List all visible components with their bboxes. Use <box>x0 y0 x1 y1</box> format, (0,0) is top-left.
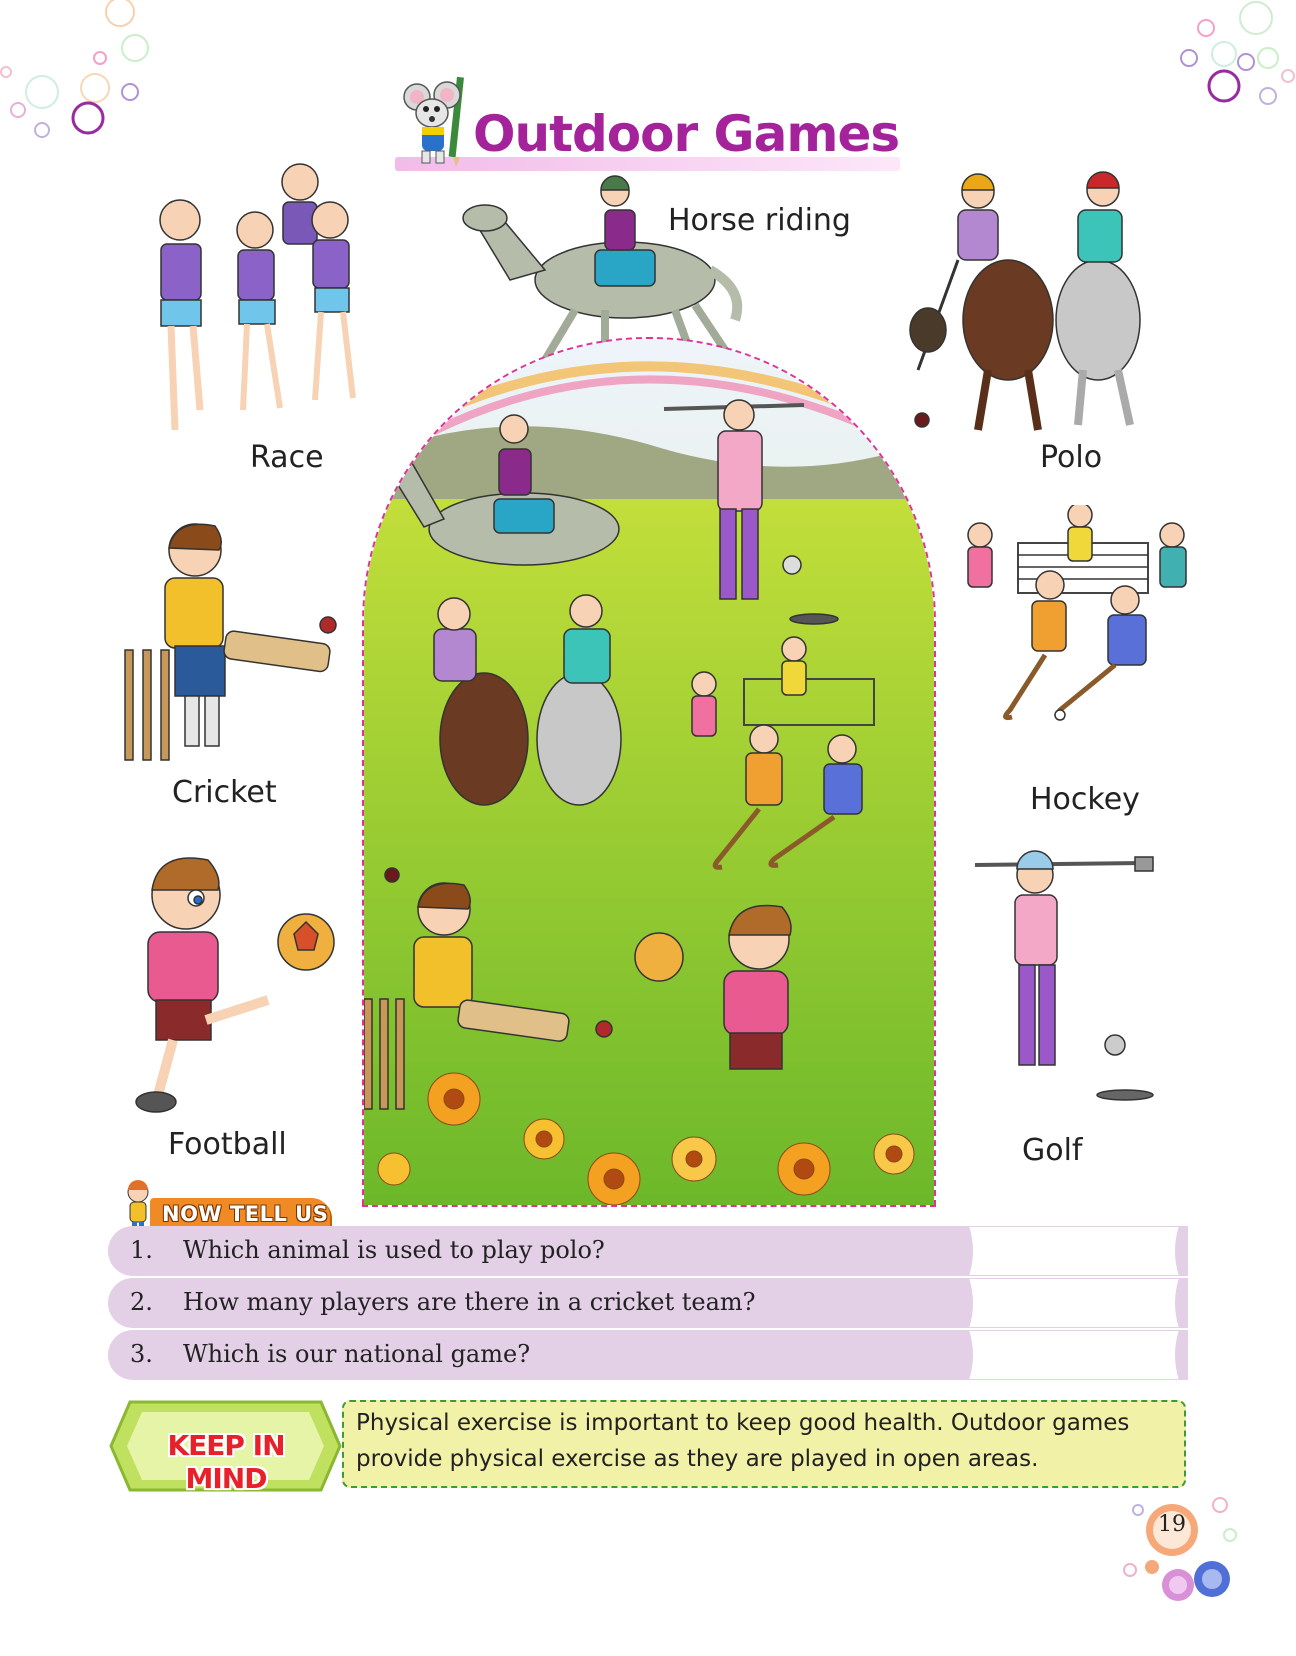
page-title: Outdoor Games <box>473 105 900 163</box>
label-golf: Golf <box>1022 1133 1083 1168</box>
question-row <box>108 1330 1188 1380</box>
question-row <box>108 1278 1188 1328</box>
sports-field-scene <box>362 337 936 1207</box>
question-text: Which is our national game? <box>183 1340 531 1368</box>
page-number: 19 <box>1158 1512 1186 1537</box>
now-tell-us-heading: NOW TELL US <box>162 1202 329 1226</box>
title-block <box>395 75 905 175</box>
label-football: Football <box>168 1127 287 1162</box>
polo-illustration <box>898 170 1178 450</box>
decorative-bubbles-left <box>0 0 200 140</box>
race-illustration <box>135 160 375 460</box>
football-illustration <box>118 850 348 1120</box>
keep-in-mind-line-1: Physical exercise is important to keep good health. Outdoor games <box>356 1410 1130 1436</box>
decorative-bubbles-right <box>1096 0 1296 140</box>
question-number: 1. <box>130 1236 153 1264</box>
page-number-block <box>1120 1495 1240 1605</box>
mouse-with-pencil-icon <box>395 75 475 170</box>
hockey-illustration <box>950 505 1210 755</box>
question-number: 2. <box>130 1288 153 1316</box>
question-number: 3. <box>130 1340 153 1368</box>
label-horse-riding: Horse riding <box>668 203 851 238</box>
question-row <box>108 1226 1188 1276</box>
label-hockey: Hockey <box>1030 782 1140 817</box>
keep-in-mind-badge <box>108 1394 343 1498</box>
keep-in-mind-line-2: provide physical exercise as they are played in open areas. <box>356 1446 1039 1472</box>
golf-illustration <box>975 845 1175 1105</box>
field-scene-illustration <box>364 339 934 1205</box>
keep-in-mind-heading: KEEP IN MIND <box>167 1429 285 1495</box>
question-text: How many players are there in a cricket team? <box>183 1288 756 1316</box>
label-polo: Polo <box>1040 440 1103 475</box>
question-text: Which animal is used to play polo? <box>183 1236 605 1264</box>
keep-in-mind-text-box <box>342 1400 1186 1488</box>
cricket-illustration <box>115 520 345 770</box>
label-race: Race <box>250 440 324 475</box>
label-cricket: Cricket <box>172 775 277 810</box>
